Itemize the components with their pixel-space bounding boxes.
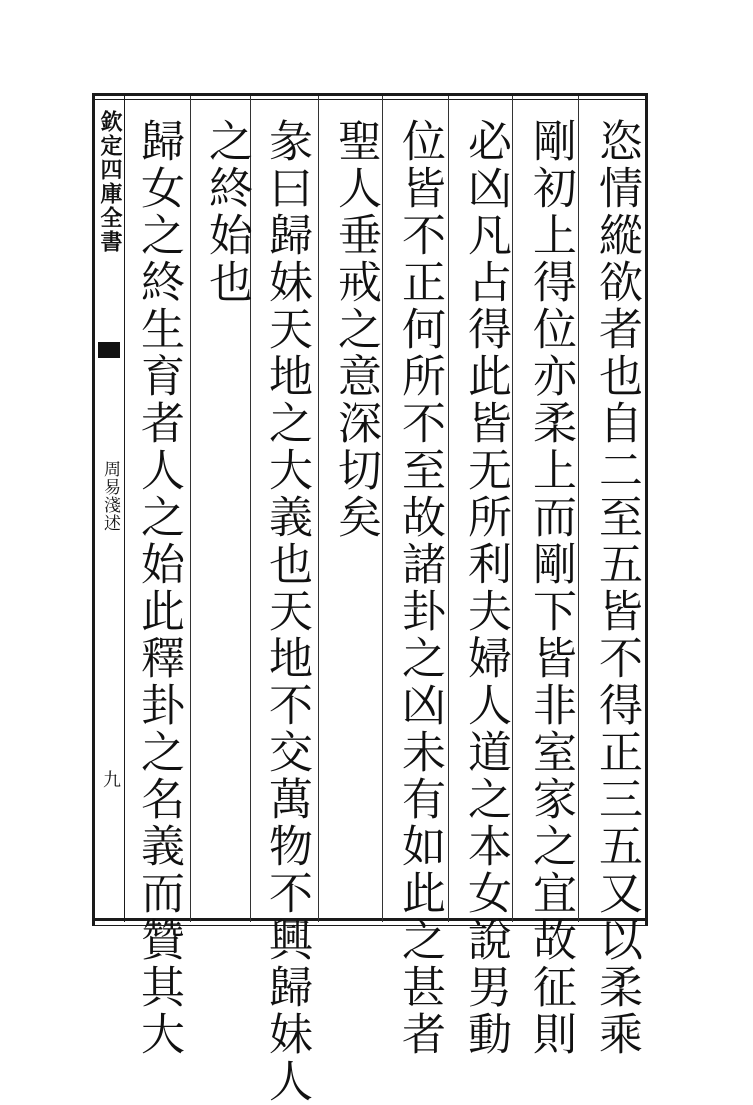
fishtail-mark [98, 342, 120, 358]
text-column-2: 剛初上得位亦柔上而剛下皆非室家之宜故征則 [525, 118, 576, 1058]
margin-column-rule [124, 96, 125, 922]
column-rule [190, 96, 191, 922]
frame-left-border [92, 93, 95, 925]
frame-top-border [92, 93, 648, 96]
page-number: 九 [100, 770, 121, 788]
text-column-6: 彖曰歸妹天地之大義也天地不交萬物不興歸妹人 [261, 118, 312, 1105]
text-column-3: 必凶凡占得此皆无所利夫婦人道之本女說男動 [460, 118, 511, 1058]
text-column-5: 聖人垂戒之意深切矣 [330, 118, 381, 541]
text-column-7: 之終始也 [201, 118, 252, 306]
section-title: 周易淺述 [100, 460, 120, 532]
text-column-8: 歸女之終生育者人之始此釋卦之名義而贊其大 [133, 118, 184, 1058]
text-column-1: 恣情縱欲者也自二至五皆不得正三五又以柔乘 [591, 118, 642, 1058]
column-rule [318, 96, 319, 922]
book-title: 欽定四庫全書 [97, 110, 123, 254]
text-column-4: 位皆不正何所不至故諸卦之凶未有如此之甚者 [394, 118, 445, 1058]
frame-top-inner-border [92, 99, 648, 100]
